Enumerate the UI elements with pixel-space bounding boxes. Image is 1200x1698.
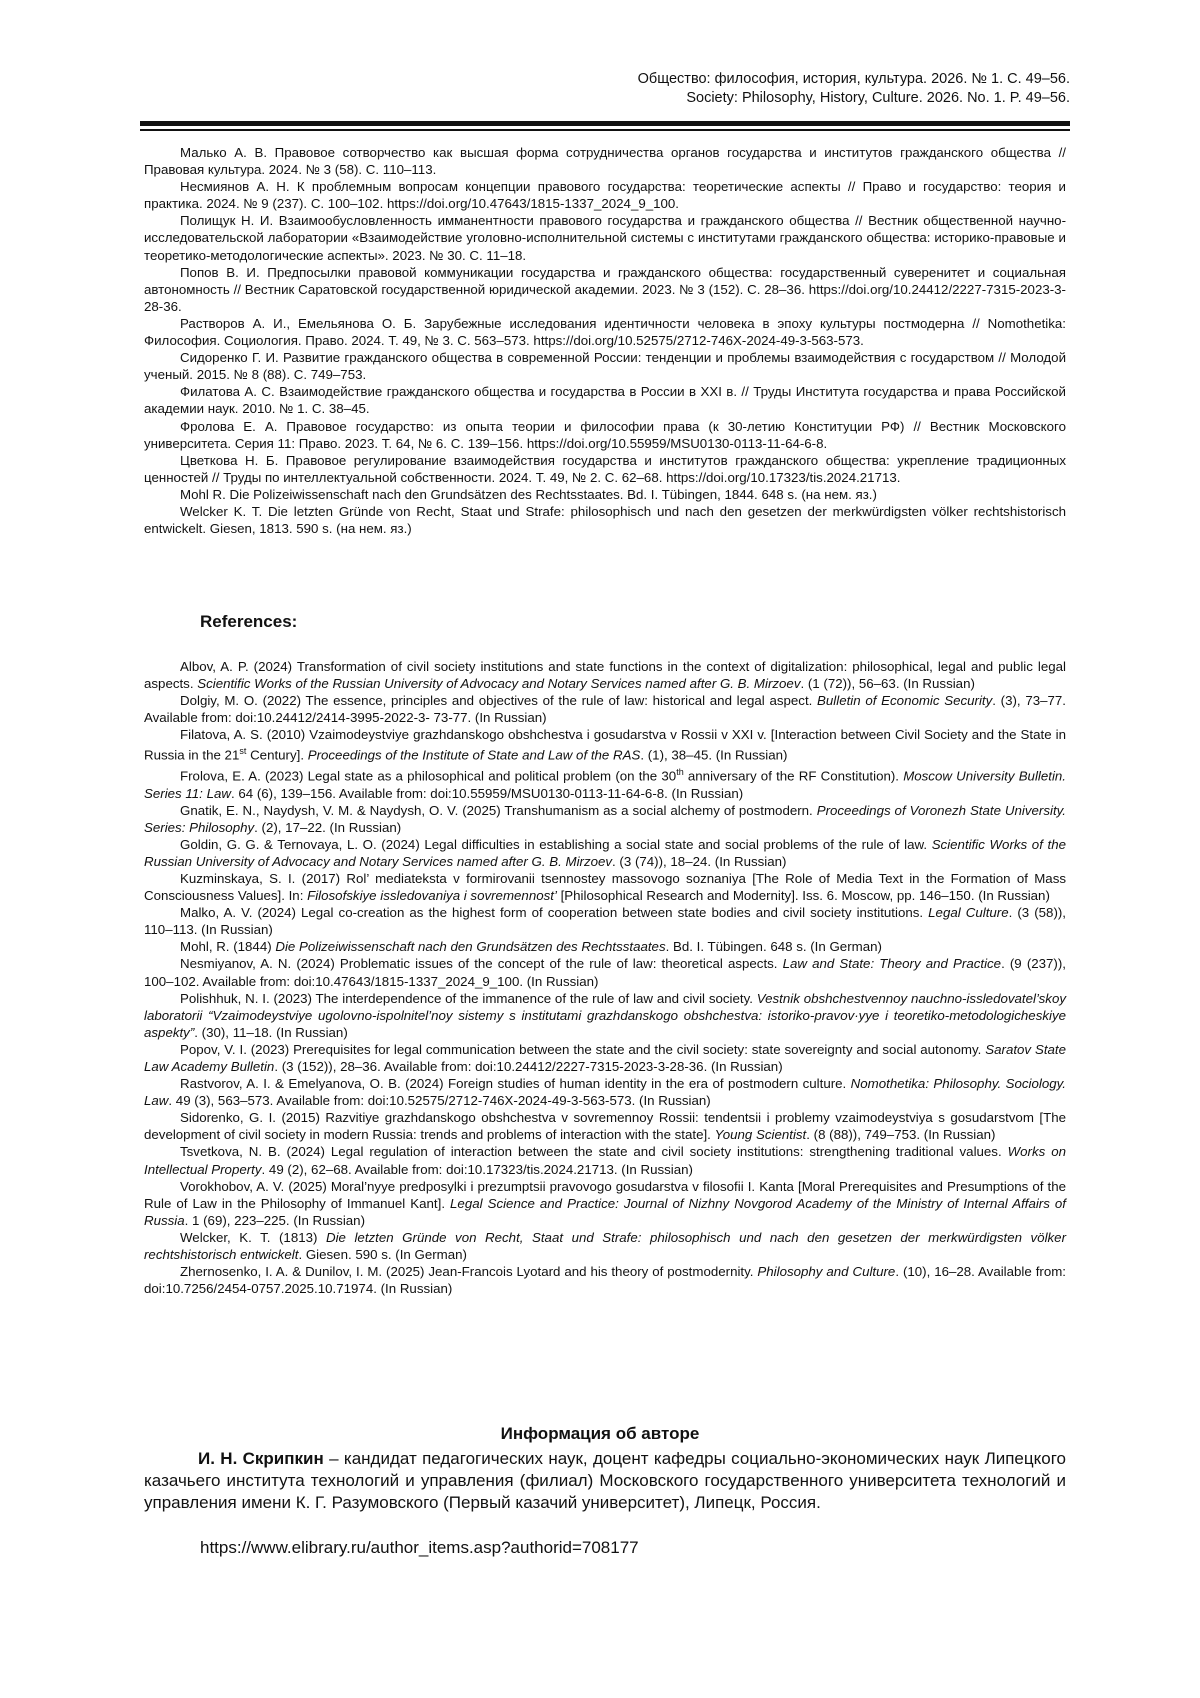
- reference-item: Несмиянов А. Н. К проблемным вопросам концепции правового государства: теоретические аспекты // Право и государство: теория и практика. 2024. № 9 (237). С. 100–102. https://doi.org/10.47643/1815-1337_2024_9_100.: [144, 179, 1066, 212]
- reference-source: Nomothetika: Philosophy. Sociology. Law: [144, 1076, 1066, 1109]
- reference-text: . 64 (6), 139–156. Available from: doi:10.55959/MSU0130-0113-11-64-6-8. (In Russian): [230, 785, 744, 801]
- reference-text: . (10), 16–28. Available from: doi:10.7256/2454-0757.2025.10.71974. (In Russian): [144, 1264, 1066, 1297]
- reference-item: [144, 904, 1066, 938]
- reference-source: Die Polizeiwissenschaft nach den Grundsätzen des Rechtsstaates: [275, 939, 666, 955]
- reference-source: Scientific Works of the Russian University of Advocacy and Notary Services named after G. B. Mirzoev: [197, 676, 801, 692]
- reference-item: [144, 1075, 1066, 1109]
- reference-item: Растворов А. И., Емельянова О. Б. Зарубежные исследования идентичности человека в эпоху культуры постмодерна // Nomothetika: Философия. Социология. Право. 2024. Т. 49, № 3. С. 563–573. https://doi.org/10.52575/2712-746X-2024-49-3-563-573.: [144, 315, 1066, 349]
- reference-item: [144, 1041, 1066, 1075]
- reference-text: Welcker, K. T. (1813): [180, 1229, 326, 1245]
- reference-item: [144, 764, 1066, 802]
- reference-source: Moscow University Bulletin. Series 11: Law: [144, 768, 1066, 801]
- author-description: – кандидат педагогических наук, доцент кафедры социально-экономических наук Липецкого казачьего института технологий и управления (филиал) Московского государственного университета технологий и управления имени К. Г. Разумовского (Первый казачий университет), Липецк, Россия.: [144, 1449, 1066, 1512]
- reference-item: [144, 658, 1066, 692]
- reference-text: Polishhuk, N. I. (2023) The interdependence of the immanence of the rule of law and civil society.: [180, 990, 757, 1006]
- author-info-heading: Информация об авторе: [500, 1424, 700, 1443]
- reference-item: [144, 990, 1066, 1041]
- reference-text: Mohl, R. (1844): [180, 939, 276, 955]
- reference-item: [144, 726, 1066, 764]
- references-heading: References:: [200, 612, 298, 631]
- reference-text: Sidorenko, G. I. (2015) Razvitiye grazhdanskogo obshchestva v sovremennoy Rossii: tendentsii i problemy vzaimodeystviya s gosudarstvom [The development of civil society in modern Russia: trends and problems of interaction with the state].: [144, 1110, 1066, 1143]
- superscript: st: [239, 746, 247, 757]
- reference-text: Gnatik, E. N., Naydysh, V. M. & Naydysh, O. V. (2025) Transhumanism as a social alchemy of postmodern.: [180, 802, 817, 818]
- reference-item: [144, 802, 1066, 836]
- reference-item: [144, 1229, 1066, 1263]
- reference-text: . (2), 17–22. (In Russian): [254, 819, 402, 835]
- reference-item: [144, 836, 1066, 870]
- reference-text: . Giesen. 590 s. (In German): [298, 1247, 467, 1263]
- reference-text: Goldin, G. G. & Ternovaya, L. O. (2024) Legal difficulties in establishing a social state and social problems of the rule of law.: [180, 836, 932, 852]
- reference-text: Nesmiyanov, A. N. (2024) Problematic issues of the concept of the rule of law: theoretical aspects.: [180, 956, 783, 972]
- reference-text: . (3 (58)), 110–113. (In Russian): [144, 905, 1066, 938]
- header-line-ru: Общество: философия, история, культура. 2026. № 1. С. 49–56.: [637, 71, 1070, 87]
- reference-source: Legal Culture: [928, 905, 1009, 921]
- reference-source: Philosophy and Culture: [757, 1264, 896, 1280]
- author-profile-link[interactable]: https://www.elibrary.ru/author_items.asp?authorid=708177: [200, 1538, 639, 1557]
- reference-text: Tsvetkova, N. B. (2024) Legal regulation of interaction between the state and civil society institutions: strengthening traditional values.: [180, 1144, 1008, 1160]
- reference-text: . Bd. I. Tübingen. 648 s. (In German): [665, 939, 882, 955]
- reference-source: Young Scientist: [714, 1127, 807, 1143]
- reference-text: . (1 (72)), 56–63. (In Russian): [800, 676, 975, 692]
- journal-header: [638, 70, 1070, 108]
- reference-source: Saratov State Law Academy Bulletin: [144, 1041, 1066, 1074]
- reference-item: [144, 870, 1066, 904]
- reference-source: Law and State: Theory and Practice: [782, 956, 1002, 972]
- reference-source: Die letzten Gründe von Recht, Staat und Strafe: philosophisch und nach den gesetzen der merkwürdigsten völker rechtshistorisch entwickelt: [144, 1229, 1067, 1263]
- reference-item: Малько А. В. Правовое сотворчество как высшая форма сотрудничества органов государства и институтов гражданского общества // Правовая культура. 2024. № 3 (58). С. 110–113.: [144, 145, 1066, 178]
- reference-text: Kuzminskaya, S. I. (2017) Rol’ mediateksta v formirovanii tsennostey massovogo soznaniya [The Role of Media Text in the Formation of Mass Consciousness Values]. In:: [144, 870, 1066, 904]
- reference-item: [144, 1143, 1066, 1177]
- reference-item: Филатова А. С. Взаимодействие гражданского общества и государства в России в XXI в. // Труды Института государства и права Российской академии наук. 2010. № 1. С. 38–45.: [144, 384, 1066, 417]
- reference-text: . 49 (3), 563–573. Available from: doi:10.52575/2712-746X-2024-49-3-563-573. (In Russian): [168, 1093, 711, 1109]
- reference-text: . (1), 38–45. (In Russian): [640, 747, 788, 763]
- reference-text: Century].: [246, 747, 308, 763]
- reference-source: Legal Science and Practice: Journal of Nizhny Novgorod Academy of the Ministry of Internal Affairs of Russia: [144, 1195, 1066, 1228]
- author-name: И. Н. Скрипкин: [198, 1449, 324, 1468]
- reference-source: Proceedings of the Institute of State and Law of the RAS: [307, 747, 641, 763]
- reference-source: Vestnik obshchestvennoy nauchno-issledovatel’skoy laboratorii “Vzaimodeystviye ugolovno-ispolnitel’noy sistemy s institutami grazhdanskogo obshchestva: istoriko-pravov·yye i teoretiko-metodologicheskiye aspekty”: [144, 990, 1066, 1040]
- reference-source: Works on Intellectual Property: [144, 1144, 1066, 1177]
- reference-text: Frolova, E. A. (2023) Legal state as a philosophical and political problem (on the 30: [180, 768, 677, 784]
- superscript: th: [676, 766, 684, 777]
- reference-text: Rastvorov, A. I. & Emelyanova, O. B. (2024) Foreign studies of human identity in the era of postmodern culture.: [180, 1076, 851, 1092]
- reference-item: [144, 1263, 1066, 1297]
- author-info: [144, 1448, 1066, 1514]
- reference-item: Фролова Е. А. Правовое государство: из опыта теории и философии права (к 30-летию Конституции РФ) // Вестник Московского университета. Серия 11: Право. 2023. Т. 64, № 6. С. 139–156. https://doi.org/10.55959/MSU0130-0113-11-64-6-8.: [144, 418, 1066, 451]
- reference-text: Albov, A. P. (2024) Transformation of civil society institutions and state functions in the context of digitalization: philosophical, legal and public legal aspects.: [144, 659, 1066, 692]
- reference-text: [Philosophical Research and Modernity]. Iss. 6. Moscow, pp. 146–150. (In Russian): [556, 888, 1050, 904]
- reference-item: [144, 938, 1066, 955]
- reference-text: . (3), 73–77. Available from: doi:10.24412/2414-3995-2022-3- 73-77. (In Russian): [144, 693, 1066, 726]
- reference-item: Попов В. И. Предпосылки правовой коммуникации государства и гражданского общества: государственный суверенитет и социальная автономность // Вестник Саратовской государственной юридической академии. 2023. № 3 (152). С. 28–36. https://doi.org/10.24412/2227-7315-2023-3-28-36.: [144, 264, 1066, 314]
- reference-item: Цветкова Н. Б. Правовое регулирование взаимодействия государства и институтов гражданского общества: укрепление традиционных ценностей // Труды по интеллектуальной собственности. 2024. Т. 49, № 2. С. 62–68. https://doi.org/10.17323/tis.2024.21713.: [144, 452, 1066, 485]
- reference-item: [144, 955, 1066, 989]
- reference-text: Filatova, A. S. (2010) Vzaimodeystviye grazhdanskogo obshchestva i gosudarstva v Rossii v XXI v. [Interaction between Civil Society and the State in Russia in the 21: [144, 727, 1066, 763]
- reference-source: Proceedings of Voronezh State University. Series: Philosophy: [144, 802, 1066, 835]
- reference-text: . (3 (152)), 28–36. Available from: doi:10.24412/2227-7315-2023-3-28-36. (In Russian): [274, 1059, 783, 1074]
- header-rule-thick: [140, 121, 1070, 126]
- reference-item: [144, 1178, 1066, 1229]
- reference-text: Malko, A. V. (2024) Legal co-creation as the highest form of cooperation between state bodies and civil society institutions.: [180, 905, 929, 921]
- reference-text: . (8 (88)), 749–753. (In Russian): [806, 1127, 996, 1143]
- reference-text: Dolgiy, M. O. (2022) The essence, principles and objectives of the rule of law: historical and legal aspect.: [180, 693, 818, 709]
- reference-text: . 49 (2), 62–68. Available from: doi:10.17323/tis.2024.21713. (In Russian): [261, 1161, 693, 1177]
- reference-item: Сидоренко Г. И. Развитие гражданского общества в современной России: тенденции и проблемы взаимодействия с государством // Молодой ученый. 2015. № 8 (88). С. 749–753.: [144, 350, 1066, 383]
- reference-item: [144, 1109, 1066, 1143]
- header-rule-thin: [140, 129, 1070, 131]
- reference-text: Zhernosenko, I. A. & Dunilov, I. M. (2025) Jean-Francois Lyotard and his theory of postmodernity.: [180, 1264, 758, 1280]
- reference-text: Popov, V. I. (2023) Prerequisites for legal communication between the state and the civil society: state sovereignty and social autonomy.: [180, 1041, 986, 1057]
- reference-text: . (9 (237)), 100–102. Available from: doi:10.47643/1815-1337_2024_9_100. (In Russian): [144, 956, 1066, 989]
- russian-reference-list: [144, 144, 1066, 537]
- header-line-en: Society: Philosophy, History, Culture. 2026. No. 1. P. 49–56.: [686, 90, 1070, 106]
- reference-text: . (3 (74)), 18–24. (In Russian): [612, 853, 787, 869]
- reference-text: Vorokhobov, A. V. (2025) Moral’nyye predposylki i prezumptsii pravovogo gosudarstva v filosofii I. Kanta [Moral Prerequisites and Presumptions of the Rule of Law in the Philosophy of Immanuel Kant].: [144, 1178, 1066, 1211]
- reference-source: Bulletin of Economic Security: [817, 693, 993, 709]
- reference-item: Полищук Н. И. Взаимообусловленность имманентности правового государства и гражданского общества // Вестник общественной научно-исследовательской лаборатории «Взаимодействие уголовно-исполнительной системы с институтами гражданского общества: историко-правовые и теоретико-методологические аспекты». 2023. № 30. С. 11–18.: [144, 213, 1066, 263]
- reference-source: Filosofskiye issledovaniya i sovremennost’: [307, 888, 557, 904]
- reference-text: . 1 (69), 223–225. (In Russian): [184, 1212, 366, 1228]
- reference-text: anniversary of the RF Constitution).: [683, 768, 904, 784]
- reference-item: Mohl R. Die Polizeiwissenschaft nach den Grundsätzen des Rechtsstaates. Bd. I. Tübingen, 1844. 648 s. (на нем. яз.): [180, 486, 877, 502]
- reference-source: Scientific Works of the Russian University of Advocacy and Notary Services named after G. B. Mirzoev: [144, 836, 1066, 869]
- english-reference-list: [144, 658, 1066, 1297]
- reference-item: Welcker K. T. Die letzten Gründe von Recht, Staat und Strafe: philosophisch und nach den gesetzen der merkwürdigsten völker rechtshistorisch entwickelt. Giesen, 1813. 590 s. (на нем. яз.): [144, 503, 1066, 537]
- reference-item: [144, 692, 1066, 726]
- reference-text: . (30), 11–18. (In Russian): [194, 1024, 348, 1040]
